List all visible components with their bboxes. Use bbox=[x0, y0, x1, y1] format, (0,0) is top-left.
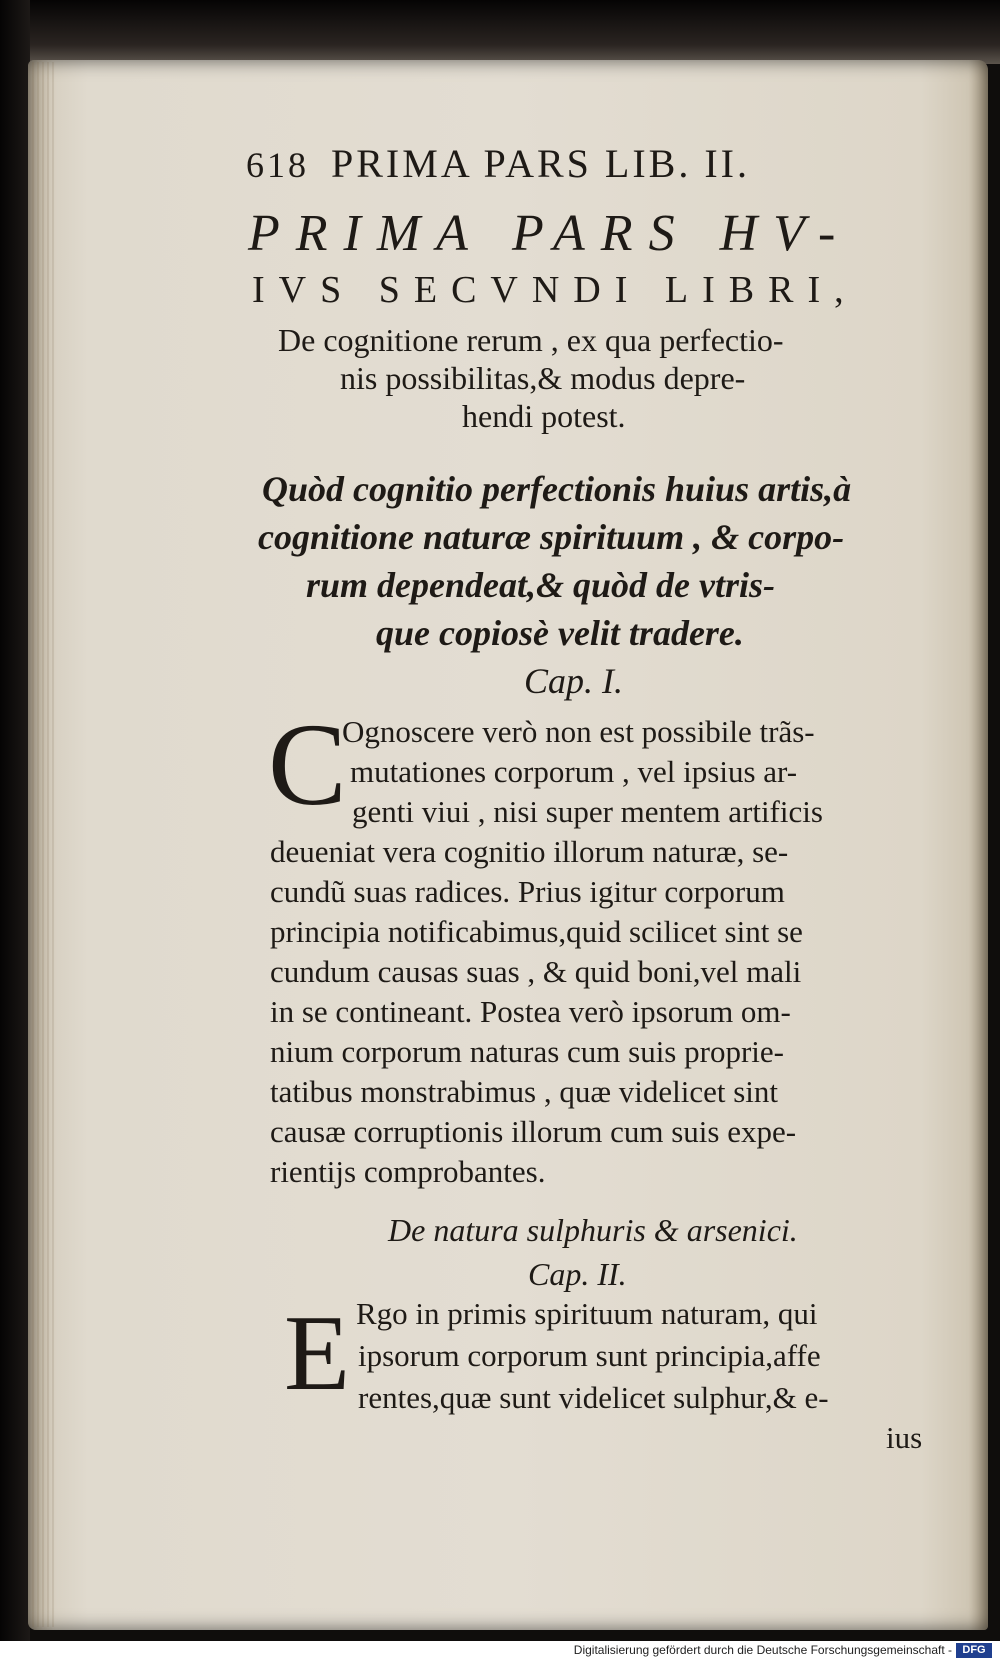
body-line: rentes,quæ sunt videlicet sulphur,& e- bbox=[358, 1380, 829, 1415]
chapter-heading-line: que copiosè velit tradere. bbox=[376, 613, 744, 653]
footer-credit: Digitalisierung gefördert durch die Deutsche Forschungsgemeinschaft - bbox=[573, 1643, 952, 1657]
body-line: ipsorum corporum sunt principia,affe bbox=[358, 1338, 821, 1373]
title-line-2: IVS SECVNDI LIBRI, bbox=[252, 269, 858, 311]
body-line: genti viui , nisi super mentem artificis bbox=[352, 794, 823, 829]
body-line: mutationes corporum , vel ipsius ar- bbox=[350, 754, 798, 789]
chapter-number: Cap. I. bbox=[524, 661, 623, 701]
body-line: cundum causas suas , & quid boni,vel mali bbox=[270, 954, 802, 989]
body-line: nium corporum naturas cum suis proprie- bbox=[270, 1034, 784, 1069]
running-title: PRIMA PARS LIB. II. bbox=[331, 141, 750, 186]
subtitle-line: nis possibilitas,& modus depre- bbox=[340, 360, 746, 396]
drop-capital: C bbox=[268, 699, 347, 830]
body-line: causæ corruptionis illorum cum suis expe- bbox=[270, 1114, 797, 1149]
running-header bbox=[246, 140, 750, 187]
subtitle-line: De cognitione rerum , ex qua perfectio- bbox=[278, 322, 784, 358]
chapter-heading-line: De natura sulphuris & arsenici. bbox=[388, 1212, 798, 1248]
subtitle-line: hendi potest. bbox=[462, 398, 626, 434]
dfg-logo: DFG bbox=[956, 1643, 992, 1658]
chapter-heading-line: Quòd cognitio perfectionis huius artis,à bbox=[262, 469, 852, 509]
body-line: tatibus monstrabimus , quæ videlicet sint bbox=[270, 1074, 779, 1109]
body-line: rientijs comprobantes. bbox=[270, 1154, 546, 1189]
body-line: Ognoscere verò non est possibile trãs- bbox=[342, 714, 815, 749]
title-line-1: PRIMA PARS HV- bbox=[248, 205, 852, 262]
body-line: cundũ suas radices. Prius igitur corporum bbox=[270, 874, 785, 909]
body-line: Rgo in primis spirituum naturam, qui bbox=[356, 1296, 818, 1331]
drop-capital: E bbox=[284, 1294, 350, 1413]
body-line: in se contineant. Postea verò ipsorum om- bbox=[270, 994, 791, 1029]
chapter-number: Cap. II. bbox=[528, 1256, 627, 1292]
body-line: deueniat vera cognitio illorum naturæ, se- bbox=[270, 834, 789, 869]
body-line: principia notificabimus,quid scilicet sint se bbox=[270, 914, 803, 949]
chapter-heading-line: rum dependeat,& quòd de vtris- bbox=[306, 565, 775, 605]
page-number: 618 bbox=[246, 145, 309, 185]
chapter-heading-line: cognitione naturæ spirituum , & corpo- bbox=[258, 517, 845, 557]
catchword: ius bbox=[886, 1420, 923, 1455]
